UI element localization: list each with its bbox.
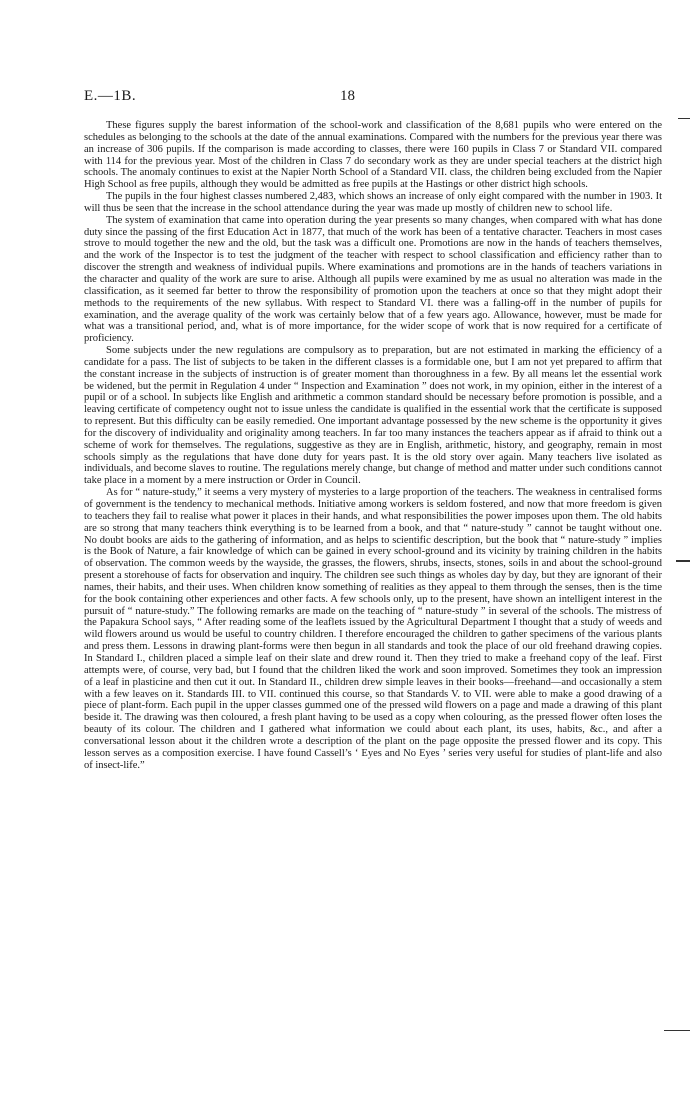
document-reference: E.—1B.	[84, 88, 137, 104]
paragraph: Some subjects under the new regulations are compulsory as to preparation, but are not estimated in marking the efficiency of a candidate for a pass. The list of subjects to be taken in the different classes is a formidable one, but I am not yet prepared to affirm that the constant increase in the subjects of instruction is of greater moment than thoroughness in a few. By all means let the essential work be widened, but the permit in Regulation 4 under “ Inspection and Examination ” does not work, in my opinion, either in the interest of a pupil or of a school. In subjects like English and arithmetic a common standard should be necessary before promotion is possible, and a leaving certificate of competency ought not to issue unless the candidate is qualified in the essential work that the certificate is supposed to represent. But this difficulty can be easily remedied. One important advantage possessed by the new scheme is the opportunity it gives for the discovery of individuality and originality among teachers. In far too many instances the teachers appear as if afraid to think out a scheme of work for themselves. The regulations, suggestive as they are in English, arithmetic, history, and geography, remain in most schools simply as the regulations that have done duty for years past. It is the old story over again. Many teachers live isolated as individuals, and become slaves to routine. The regulations merely change, but change of method and matter under such conditions cannot take place in a moment by a mere instruction or Order in Council.	[84, 345, 662, 487]
page-number: 18	[340, 88, 355, 104]
body-text	[84, 120, 662, 771]
paragraph: The pupils in the four highest classes numbered 2,483, which shows an increase of only eight compared with the number in 1903. It will thus be seen that the increase in the school attendance during the year was made up mostly of children new to school life.	[84, 191, 662, 214]
margin-mark	[676, 560, 690, 562]
margin-mark	[664, 1030, 690, 1031]
margin-mark	[678, 118, 690, 119]
page-header	[84, 88, 644, 108]
paragraph: The system of examination that came into operation during the year presents so many changes, when compared with what has done duty since the passing of the first Education Act in 1877, that much of the work has been of a tentative character. Teachers in most cases strove to mould together the new and the old, but the task was a difficult one. Promotions are now in the hands of teachers themselves, and the work of the Inspector is to test the judgment of the teacher with respect to school classification and efficiency rather than to discover the strength and weakness of individual pupils. Where examinations and promotions are in the hands of teachers variations in the character and quality of the work are sure to arise. Although all pupils were examined by me as usual no alteration was made in the classification, as it seemed far better to throw the responsibility of promotion upon the teachers at once so that they might adopt their methods to the requirements of the new syllabus. With respect to Standard VI. there was a falling-off in the number of pupils for examination, and the average quality of the work was certainly below that of a few years ago. Allowance, however, must be made for what was a transitional period, and, what is of more importance, for the wider scope of work that is now required for a certificate of proficiency.	[84, 214, 662, 345]
paragraph: As for “ nature-study,” it seems a very mystery of mysteries to a large proportion of the teachers. The weakness in centralised forms of government is the tendency to mechanical methods. Initiative among workers is seldom fostered, and now that more freedom is given to teachers they fail to realise what power it places in their hands, and what responsibilities the power imposes upon them. The old habits are so strong that many teachers think everything is to be learned from a book, and that “ nature-study ” cannot be taught without one. No doubt books are aids to the gathering of information, and as helps to scientific description, but the book that “ nature-study ” implies is the Book of Nature, a fair knowledge of which can be gained in every school-ground and its vicinity by training children in the habits of observation. The common weeds by the wayside, the grasses, the flowers, shrubs, insects, stones, soils in and about the school-ground present a storehouse of facts for observation and inquiry. The children see such things as wholes day by day, but they are ignorant of their names, their habits, and their uses. When children know something of realities as they appeal to them through the senses, then is the time for the book containing other experiences and other facts. A few schools only, up to the present, have shown an intelligent interest in the pursuit of “ nature-study.” The following remarks are made on the teaching of “ nature-study ” in several of the schools. The mistress of the Papakura School says, “ After reading some of the leaflets issued by the Agricultural Department I thought that a study of weeds and wild flowers around us would be useful to country children. I therefore encouraged the children to gather specimens of the various plants and press them. Lessons in drawing plant-forms were then begun in all standards and took the place of our old freehand drawing copies. In Standard I., children placed a simple leaf on their slate and drew round it. Then they tried to make a freehand copy of the leaf. First attempts were, of course, very bad, but I found that the children liked the work and soon improved. Sometimes they took an impression of a leaf in plasticine and then cut it out. In Standard II., children drew simple leaves in their books—freehand—and occasionally a stem with a few leaves on it. Standards III. to VII. continued this course, so that Standards V. to VII. were able to make a good drawing of a piece of plant-form. Each pupil in the upper classes gummed one of the pressed wild flowers on a page and made a drawing of this plant beside it. The drawing was then coloured, a fresh plant having to be used as a copy when colouring, as the pressed flower often loses the beauty of its colour. The children and I gathered what information we could about each plant, its uses, habits, &c., and after a conversational lesson about it the children wrote a description of the plant on the page opposite the pressed flower and its copy. This lesson serves as a composition exercise. I have found Cassell’s ‘ Eyes and No Eyes ’ series very useful for studies of plant-life and also of insect-life.”	[84, 487, 662, 771]
paragraph: These figures supply the barest information of the school-work and classification of the 8,681 pupils who were entered on the schedules as belonging to the schools at the date of the annual examinations. Compared with the numbers for the previous year there was an increase of 306 pupils. If the comparison is made according to classes, there were 160 pupils in Class 7 or Standard VII. compared with 114 for the previous year. Most of the children in Class 7 do secondary work as they are under special teachers at the district high schools. The anomaly continues to exist at the Napier North School of a Standard VII. class, the children being excluded from the Napier High School as free pupils, although they would be admitted as free pupils at the Hastings or other district high schools.	[84, 120, 662, 191]
